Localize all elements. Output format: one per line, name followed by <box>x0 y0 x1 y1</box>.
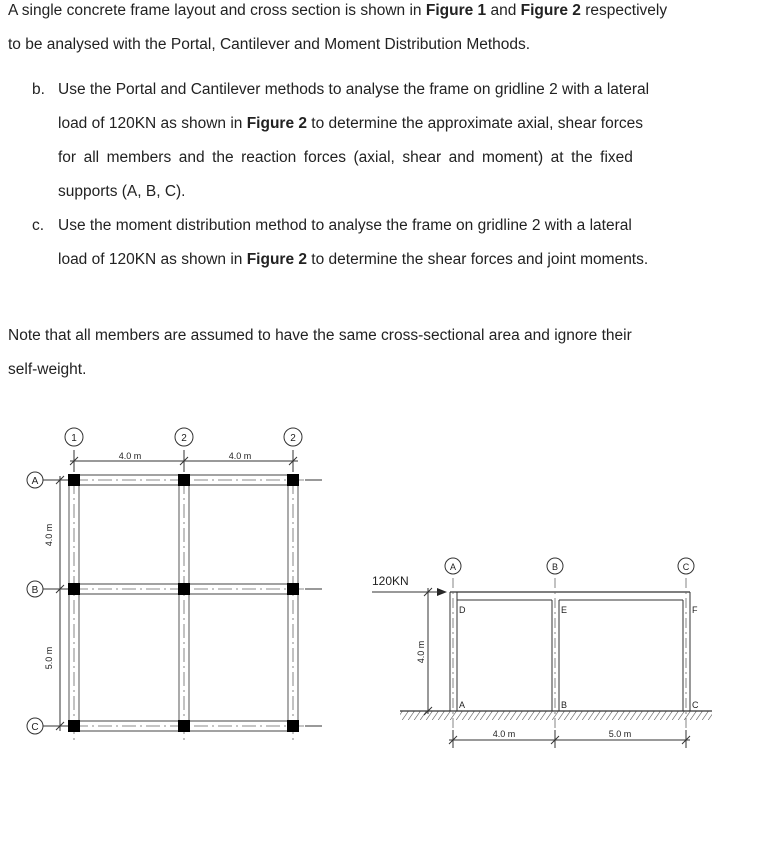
item-c-marker: c. <box>32 217 45 234</box>
item-b-line-4: supports (A, B, C). <box>58 183 186 200</box>
item-c-line-2-a: load of 120KN as shown in <box>58 251 247 268</box>
fig1-row-marker-b: B <box>31 585 39 596</box>
item-b-marker: b. <box>32 81 45 98</box>
intro-text-b: and <box>486 2 521 19</box>
figure-1-columns <box>68 474 299 732</box>
fig2-joint-e: E <box>561 605 568 615</box>
fig1-dim-left-1: 4.0 m <box>44 523 54 547</box>
note-line-1: Note that all members are assumed to have the same cross-sectional area and ignore their <box>8 327 632 344</box>
fig1-dim-left-2: 5.0 m <box>44 646 54 670</box>
fig1-row-marker-c: C <box>31 722 39 733</box>
fig2-col-marker-a: A <box>449 562 457 572</box>
fig1-dim-top-1: 4.0 m <box>118 451 142 461</box>
item-b-line-2-b: to determine the approximate axial, shear forces <box>307 115 644 132</box>
fig1-row-marker-a: A <box>31 476 39 487</box>
item-b-line-3: for all members and the reaction forces (axial, shear and moment) at the fixed <box>58 149 633 166</box>
fig2-dim-span-1: 4.0 m <box>492 729 516 739</box>
item-b-line-1: Use the Portal and Cantilever methods to analyse the frame on gridline 2 with a lateral <box>58 81 650 98</box>
item-c-figure-ref: Figure 2 <box>246 251 307 268</box>
fig2-col-marker-c: C <box>682 562 690 572</box>
fig2-col-marker-b: B <box>551 562 559 572</box>
fig1-dim-top-2: 4.0 m <box>228 451 252 461</box>
fig1-col-marker-3: 2 <box>290 433 296 444</box>
item-c-line-1: Use the moment distribution method to analyse the frame on gridline 2 with a lateral <box>58 217 632 234</box>
item-b-figure-ref: Figure 2 <box>246 115 307 132</box>
fig1-col-marker-1: 1 <box>71 433 77 444</box>
fig2-joint-d: D <box>459 605 466 615</box>
fig2-dim-span-2: 5.0 m <box>608 729 632 739</box>
fig2-base-c: C <box>692 700 699 710</box>
fig2-base-a: A <box>459 700 466 710</box>
fig2-base-b: B <box>561 700 568 710</box>
intro-text-c: respectively <box>580 2 668 19</box>
intro-line-2: to be analysed with the Portal, Cantilever and Moment Distribution Methods. <box>8 36 531 53</box>
figure-1-ref: Figure 1 <box>425 2 487 19</box>
fig2-joint-f: F <box>692 605 698 615</box>
fig2-dim-height: 4.0 m <box>416 640 426 664</box>
figure-2-ref: Figure 2 <box>520 2 581 19</box>
fig2-load-label: 120KN <box>372 574 409 588</box>
note-line-2: self-weight. <box>8 361 87 378</box>
item-b-line-2-a: load of 120KN as shown in <box>58 115 247 132</box>
fig1-col-marker-2: 2 <box>181 433 187 444</box>
intro-text-a: A single concrete frame layout and cross section is shown in <box>8 2 426 19</box>
item-c-line-2-b: to determine the shear forces and joint moments. <box>307 251 649 268</box>
